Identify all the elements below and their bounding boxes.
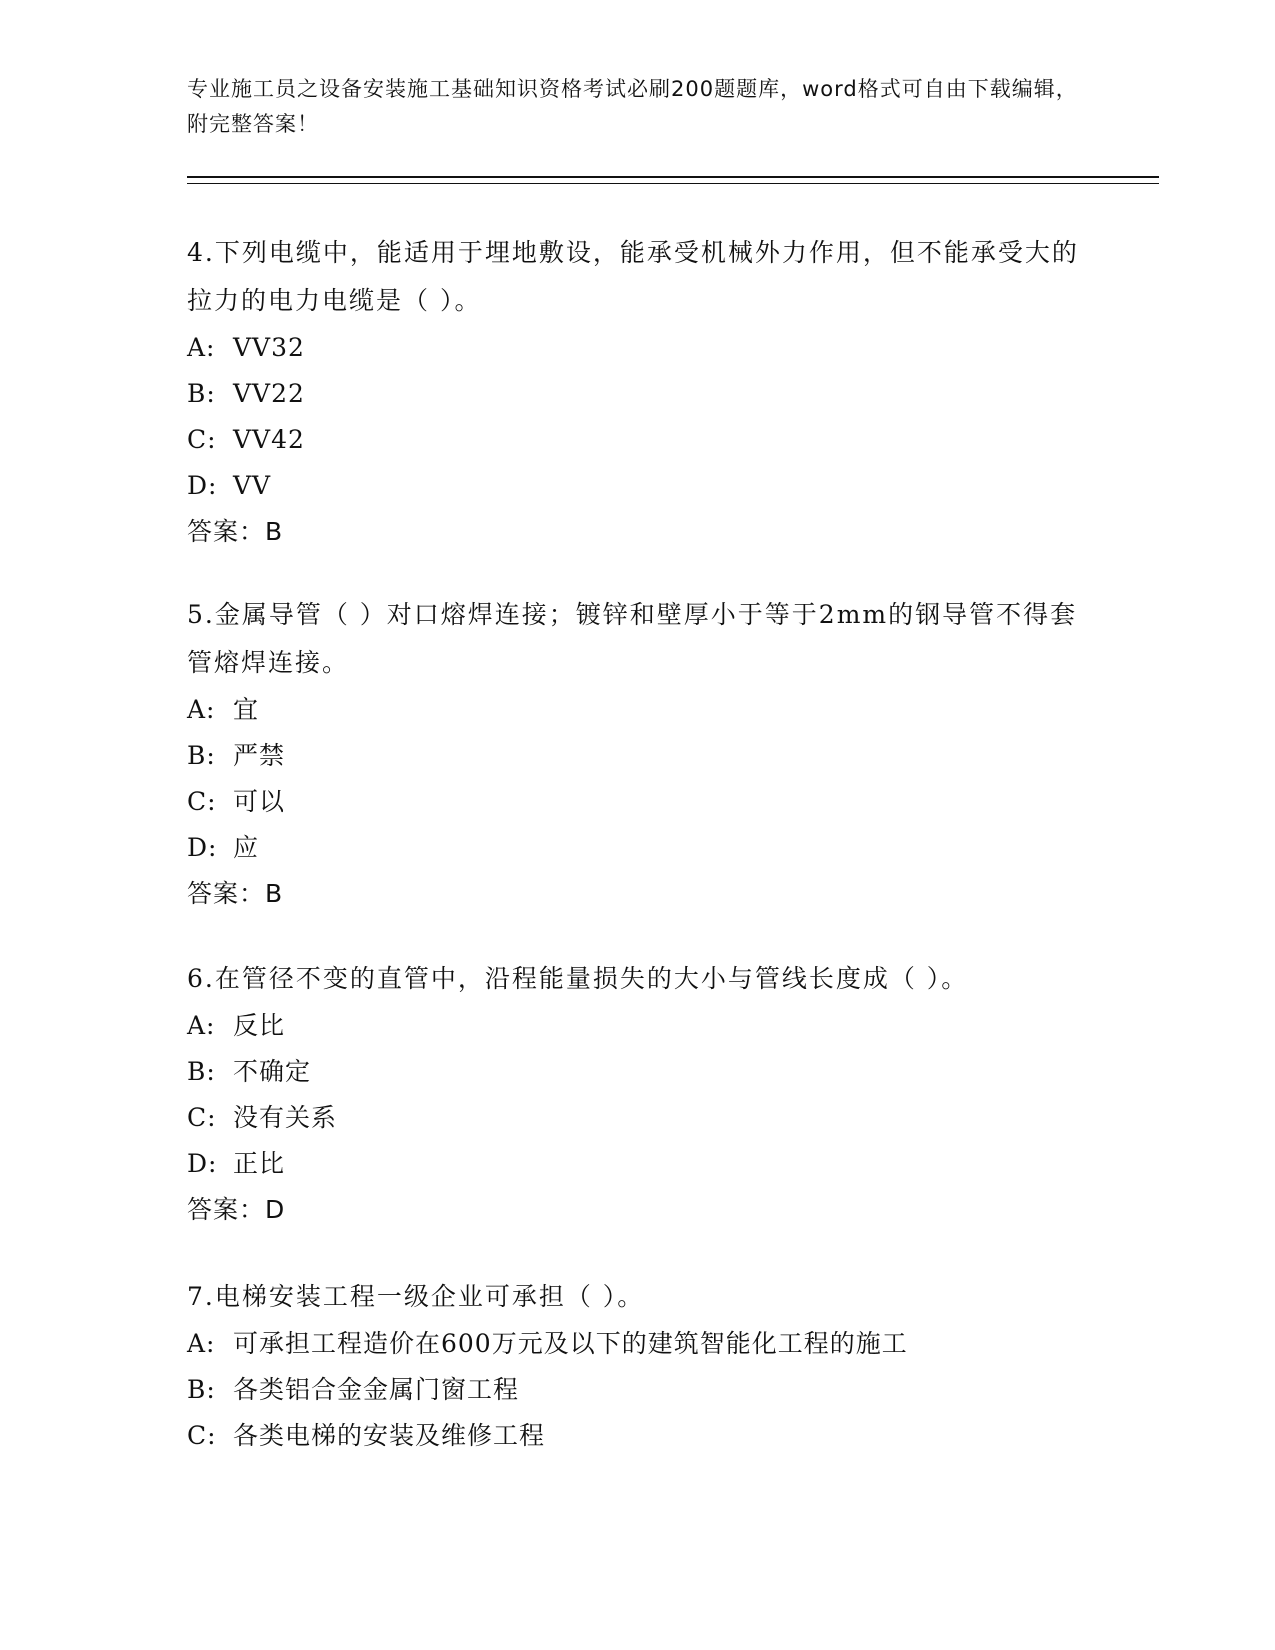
option-b — [187, 371, 1087, 417]
option-text: VV22 — [233, 379, 305, 408]
question-5 — [187, 591, 1087, 917]
option-a — [187, 325, 1087, 371]
question-7 — [187, 1273, 1087, 1459]
question-stem: 5.金属导管（ ）对口熔焊连接；镀锌和壁厚小于等于2mm的钢导管不得套管熔焊连接。 — [187, 600, 1078, 677]
question-stem: 6.在管径不变的直管中，沿程能量损失的大小与管线长度成（ ）。 — [187, 964, 969, 993]
option-letter: D: — [187, 833, 218, 862]
option-text: 各类电梯的安装及维修工程 — [233, 1421, 546, 1450]
option-text: 严禁 — [233, 741, 286, 770]
option-a — [187, 1003, 1087, 1049]
option-c — [187, 1413, 1087, 1459]
option-letter: A: — [187, 1329, 216, 1358]
option-text: VV — [233, 471, 272, 500]
option-d — [187, 1141, 1087, 1187]
answer-label: 答案：D — [187, 1195, 286, 1224]
answer-label: 答案：B — [187, 517, 284, 546]
option-text: 不确定 — [233, 1057, 312, 1086]
option-letter: A: — [187, 695, 216, 724]
option-text: 宜 — [233, 695, 260, 724]
option-letter: B: — [187, 1057, 216, 1086]
option-text: 可承担工程造价在600万元及以下的建筑智能化工程的施工 — [233, 1329, 908, 1358]
option-text: VV42 — [233, 425, 305, 454]
option-d — [187, 463, 1087, 509]
option-a — [187, 687, 1087, 733]
option-d — [187, 825, 1087, 871]
option-letter: D: — [187, 1149, 218, 1178]
option-text: 应 — [233, 833, 260, 862]
option-letter: D: — [187, 471, 218, 500]
header-divider-thick — [187, 176, 1159, 178]
option-letter: C: — [187, 787, 217, 816]
document-title: 专业施工员之设备安装施工基础知识资格考试必刷200题题库，word格式可自由下载编辑，附完整答案！ — [187, 77, 1078, 136]
header-divider-thin — [187, 183, 1159, 184]
option-letter: A: — [187, 333, 216, 362]
option-c — [187, 417, 1087, 463]
question-6 — [187, 955, 1087, 1233]
question-4 — [187, 229, 1087, 555]
option-c — [187, 779, 1087, 825]
option-letter: A: — [187, 1011, 216, 1040]
option-letter: B: — [187, 379, 216, 408]
option-text: 反比 — [233, 1011, 286, 1040]
option-letter: C: — [187, 425, 217, 454]
option-c — [187, 1095, 1087, 1141]
option-letter: C: — [187, 1103, 217, 1132]
option-letter: B: — [187, 741, 216, 770]
option-b — [187, 1367, 1087, 1413]
option-a — [187, 1321, 1087, 1367]
option-text: 正比 — [233, 1149, 286, 1178]
answer-label: 答案：B — [187, 879, 284, 908]
option-b — [187, 733, 1087, 779]
option-b — [187, 1049, 1087, 1095]
question-stem: 7.电梯安装工程一级企业可承担（ ）。 — [187, 1282, 645, 1311]
question-stem: 4.下列电缆中，能适用于埋地敷设，能承受机械外力作用，但不能承受大的拉力的电力电缆是（ ）。 — [187, 238, 1079, 315]
option-letter: C: — [187, 1421, 217, 1450]
option-text: 各类铝合金金属门窗工程 — [233, 1375, 520, 1404]
option-text: 没有关系 — [233, 1103, 338, 1132]
option-text: VV32 — [233, 333, 305, 362]
option-text: 可以 — [233, 787, 286, 816]
option-letter: B: — [187, 1375, 216, 1404]
